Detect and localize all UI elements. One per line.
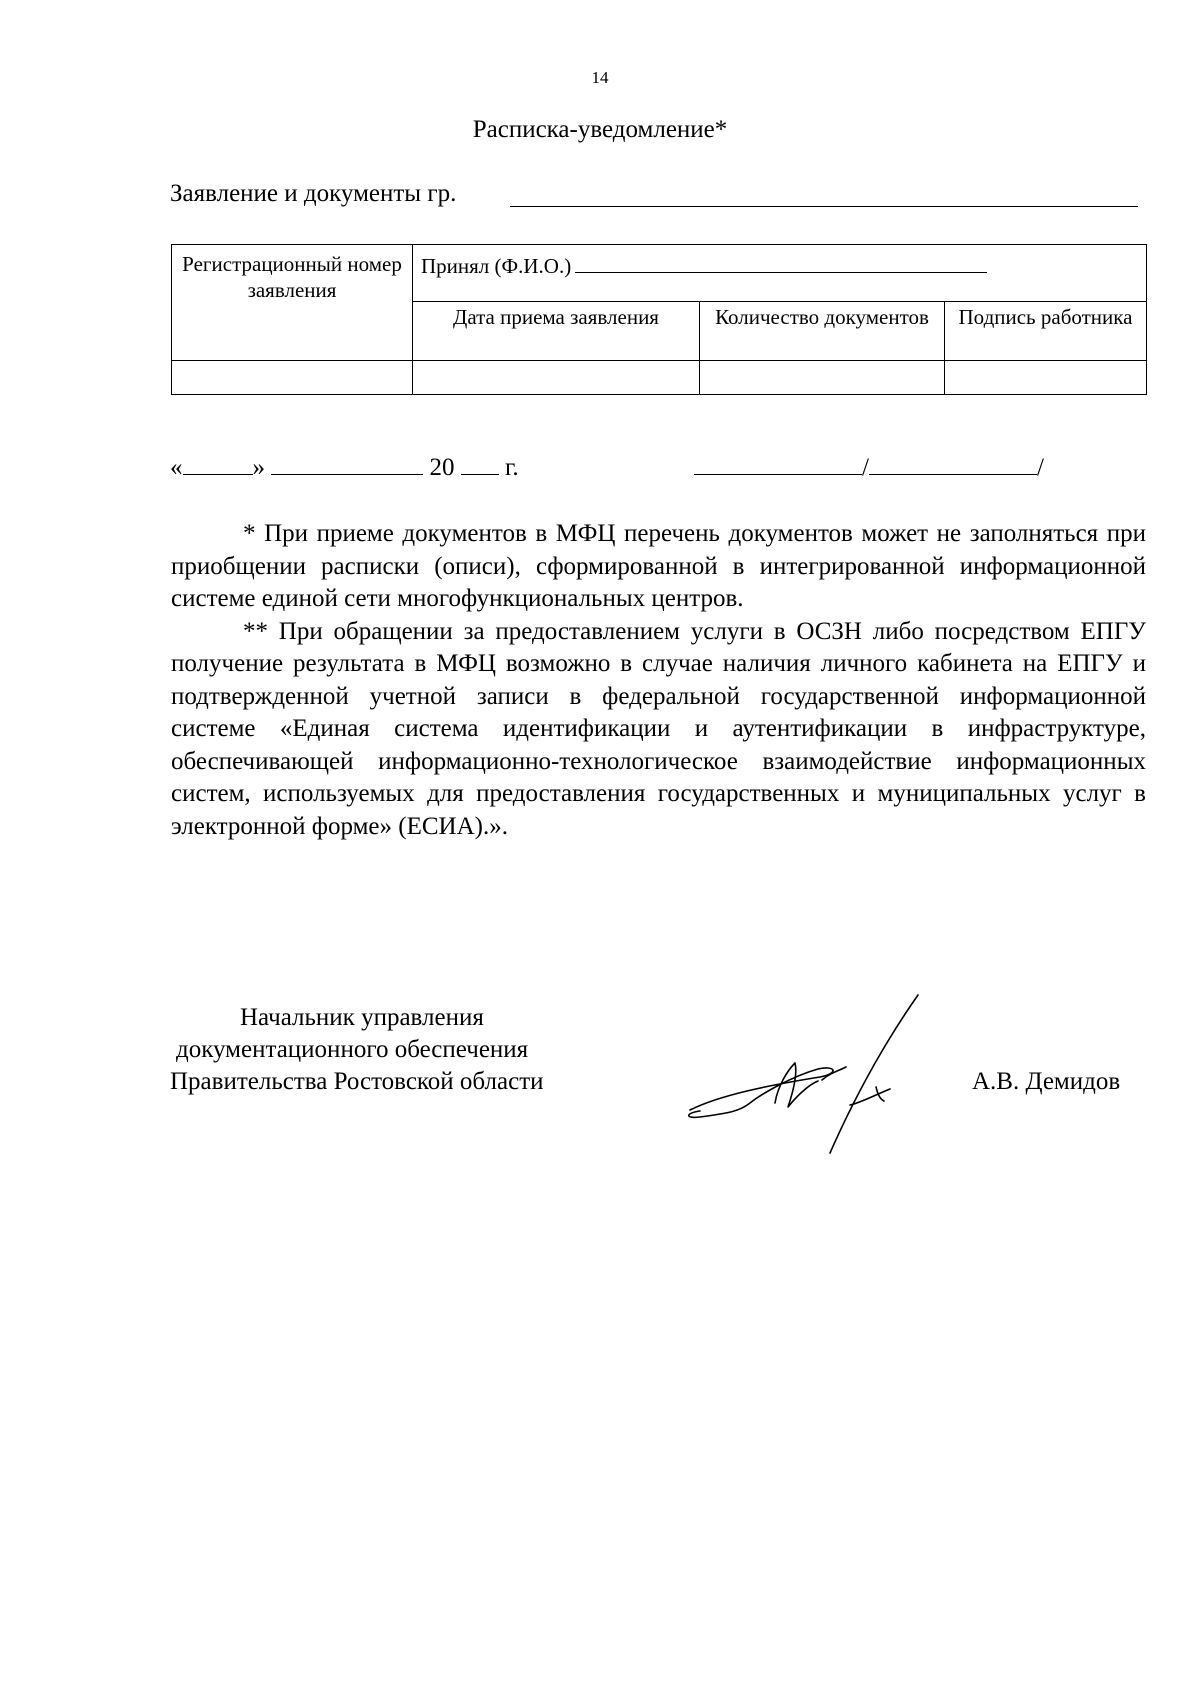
signature-line (694, 452, 1044, 482)
reg-number-header: Регистрационный номер заявления (172, 245, 413, 361)
day-blank[interactable] (183, 452, 253, 475)
signer-name: А.В. Демидов (972, 1068, 1121, 1095)
footnote-mfc: * При приеме документов в МФЦ перечень документов может не заполняться при приобщении расписки (описи), сформированной в интегрированной информационной системе единой сети многофункциональных центров. (171, 520, 1146, 612)
slash: / (862, 454, 869, 481)
accepted-by-cell (413, 245, 1147, 302)
footnotes (171, 518, 1146, 843)
handwritten-signature (680, 985, 940, 1155)
document-title: Расписка-уведомление* (472, 116, 728, 143)
year-suffix: г. (505, 454, 519, 481)
signature-name-blank[interactable] (869, 452, 1037, 475)
column-header-count: Количество документов (700, 302, 945, 361)
date-line (170, 452, 519, 482)
column-header-signature: Подпись работника (945, 302, 1147, 361)
applicant-label: Заявление и документы гр. (170, 180, 457, 207)
signature-cell[interactable] (945, 361, 1147, 395)
slash: / (1036, 454, 1044, 481)
open-quote: « (170, 454, 183, 481)
footnote-oszn: ** При обращении за предоставлением услуги в ОСЗН либо посредством ЕПГУ получение результата в МФЦ возможно в случае наличия личного кабинета на ЕПГУ и подтвержденной учетной записи в федеральной государственной информационной системе «Единая система идентификации и аутентификации в инфраструктуре, обеспечивающей информационно-технологическое взаимодействие информационных систем, используемых для предоставления государственных и муниципальных услуг в электронной форме» (ЕСИА).». (171, 617, 1146, 840)
signer-position-line: документационного обеспечения (176, 1036, 529, 1063)
page-number: 14 (591, 68, 609, 87)
count-cell[interactable] (700, 361, 945, 395)
signer-position (170, 1002, 610, 1098)
close-quote: » (252, 454, 265, 481)
year-blank[interactable] (461, 452, 499, 475)
column-header-date: Дата приема заявления (413, 302, 700, 361)
signature-blank[interactable] (694, 452, 862, 475)
accepted-by-blank[interactable] (575, 250, 987, 273)
date-cell[interactable] (413, 361, 700, 395)
signer-position-line: Правительства Ростовской области (170, 1068, 544, 1095)
reg-number-cell[interactable] (172, 361, 413, 395)
applicant-name-blank[interactable] (510, 206, 1138, 207)
month-blank[interactable] (271, 452, 423, 475)
accepted-by-label: Принял (Ф.И.О.) (421, 254, 572, 278)
signer-position-line: Начальник управления (240, 1004, 484, 1031)
registration-table (171, 244, 1147, 395)
year-prefix: 20 (429, 454, 455, 481)
